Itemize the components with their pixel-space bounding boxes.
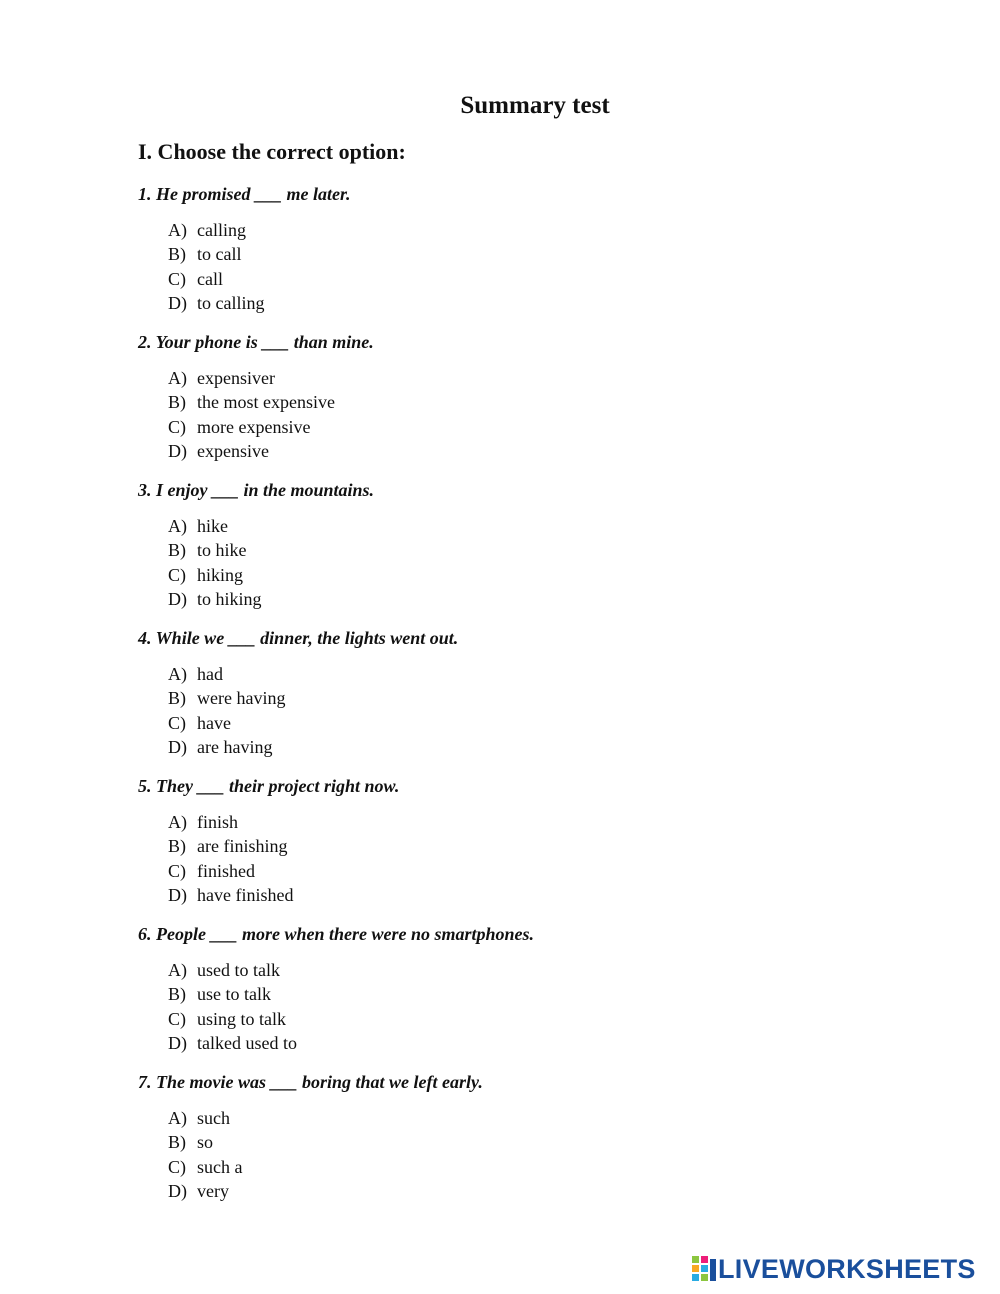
option-letter: D) (168, 441, 187, 462)
option-letter: A) (168, 960, 187, 980)
option-letter: A) (168, 368, 187, 388)
option-text: are having (197, 737, 273, 758)
option-c[interactable] (168, 415, 938, 439)
option-a[interactable] (168, 662, 938, 686)
option-a[interactable] (168, 218, 938, 242)
option-text: to calling (197, 293, 265, 314)
question-2 (138, 329, 938, 464)
option-list (168, 218, 938, 316)
option-text: have finished (197, 885, 294, 906)
option-text: more expensive (197, 416, 311, 437)
option-text: hiking (197, 564, 244, 585)
option-text: use to talk (197, 984, 271, 1005)
option-letter: B) (168, 392, 186, 413)
question-text: 3. I enjoy ___ in the mountains. (138, 480, 375, 500)
option-letter: C) (168, 712, 186, 733)
liveworksheets-logo-icon (692, 1256, 716, 1282)
question-text: 7. The movie was ___ boring that we left early. (138, 1072, 483, 1092)
option-text: to call (197, 244, 242, 265)
option-text: such a (197, 1156, 243, 1177)
option-text: very (197, 1181, 229, 1202)
option-c[interactable] (168, 1155, 938, 1179)
option-text: finish (197, 812, 239, 832)
option-text: calling (197, 220, 246, 240)
option-letter: A) (168, 1108, 187, 1128)
option-letter: B) (168, 540, 186, 561)
option-letter: D) (168, 1181, 187, 1202)
option-letter: B) (168, 688, 186, 709)
option-d[interactable] (168, 735, 938, 759)
option-d[interactable] (168, 1031, 938, 1055)
section-heading: I. Choose the correct option: (138, 139, 406, 164)
option-b[interactable] (168, 686, 938, 710)
option-list (168, 810, 938, 908)
option-list (168, 514, 938, 612)
option-letter: C) (168, 564, 186, 585)
question-3 (138, 477, 938, 612)
option-text: so (197, 1132, 214, 1153)
option-letter: B) (168, 1132, 186, 1153)
option-text: had (197, 664, 223, 684)
option-text: have (197, 712, 231, 733)
logo-text: LIVEWORKSHEETS (718, 1253, 976, 1284)
question-5 (138, 773, 938, 908)
option-letter: D) (168, 589, 187, 610)
option-b[interactable] (168, 538, 938, 562)
question-text: 1. He promised ___ me later. (138, 184, 351, 204)
option-d[interactable] (168, 883, 938, 907)
option-c[interactable] (168, 1007, 938, 1031)
option-d[interactable] (168, 587, 938, 611)
option-b[interactable] (168, 834, 938, 858)
question-1 (138, 181, 938, 316)
option-text: finished (197, 860, 255, 881)
option-letter: A) (168, 220, 187, 240)
page-title: Summary test (460, 92, 610, 119)
option-text: to hike (197, 540, 247, 561)
option-letter: B) (168, 244, 186, 265)
option-c[interactable] (168, 563, 938, 587)
option-text: to hiking (197, 589, 262, 610)
option-d[interactable] (168, 439, 938, 463)
option-text: call (197, 268, 223, 289)
option-letter: C) (168, 860, 186, 881)
option-list (168, 1106, 938, 1204)
option-letter: B) (168, 836, 186, 857)
option-text: such (197, 1108, 230, 1128)
option-text: are finishing (197, 836, 288, 857)
question-7 (138, 1069, 938, 1204)
option-letter: A) (168, 516, 187, 536)
option-letter: B) (168, 984, 186, 1005)
option-list (168, 662, 938, 760)
question-text: 2. Your phone is ___ than mine. (138, 332, 374, 352)
question-6 (138, 921, 938, 1056)
option-letter: C) (168, 416, 186, 437)
option-letter: A) (168, 664, 187, 684)
question-text: 5. They ___ their project right now. (138, 776, 400, 796)
option-a[interactable] (168, 1106, 938, 1130)
option-letter: C) (168, 1008, 186, 1029)
option-list (168, 366, 938, 464)
option-a[interactable] (168, 810, 938, 834)
option-letter: A) (168, 812, 187, 832)
option-letter: C) (168, 1156, 186, 1177)
option-letter: D) (168, 293, 187, 314)
option-letter: D) (168, 1033, 187, 1054)
option-c[interactable] (168, 267, 938, 291)
option-text: the most expensive (197, 392, 335, 413)
option-text: talked used to (197, 1033, 297, 1054)
option-c[interactable] (168, 859, 938, 883)
option-text: hike (197, 516, 228, 536)
option-text: used to talk (197, 960, 280, 980)
option-b[interactable] (168, 1130, 938, 1154)
option-text: using to talk (197, 1008, 286, 1029)
option-b[interactable] (168, 242, 938, 266)
question-text: 6. People ___ more when there were no smartphones. (138, 924, 535, 944)
option-letter: C) (168, 268, 186, 289)
option-a[interactable] (168, 366, 938, 390)
option-text: expensive (197, 441, 269, 462)
option-b[interactable] (168, 982, 938, 1006)
option-a[interactable] (168, 514, 938, 538)
option-text: expensiver (197, 368, 275, 388)
option-c[interactable] (168, 711, 938, 735)
option-a[interactable] (168, 958, 938, 982)
option-b[interactable] (168, 390, 938, 414)
liveworksheets-logo (692, 1254, 976, 1284)
question-4 (138, 625, 938, 760)
question-text: 4. While we ___ dinner, the lights went out. (138, 628, 459, 648)
option-list (168, 958, 938, 1056)
option-d[interactable] (168, 1179, 938, 1203)
option-letter: D) (168, 737, 187, 758)
option-text: were having (197, 688, 286, 709)
option-d[interactable] (168, 291, 938, 315)
option-letter: D) (168, 885, 187, 906)
